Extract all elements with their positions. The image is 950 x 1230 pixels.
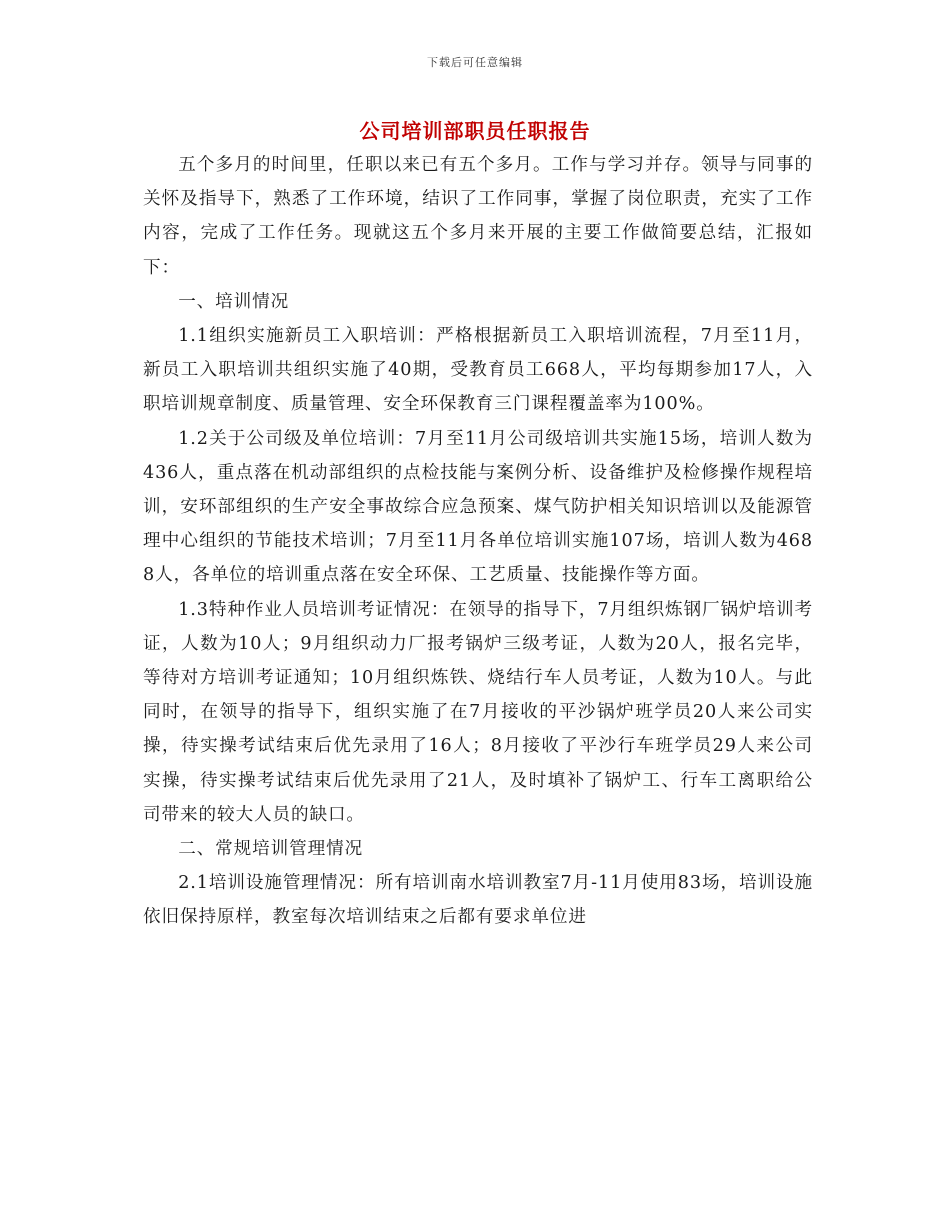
section-heading-training: 一、培训情况 (178, 291, 290, 312)
paragraph-2-1: 2.1培训设施管理情况：所有培训南水培训教室7月-11月使用83场，培训设施依旧保持原样，教室每次培训结束之后都有要求单位进 (143, 873, 813, 928)
document-title: 公司培训部职员任职报告 (359, 119, 591, 143)
document-body (143, 148, 813, 935)
section-heading-routine: 二、常规培训管理情况 (178, 839, 364, 860)
paragraph-1-1: 1.1组织实施新员工入职培训：严格根据新员工入职培训流程，7月至11月，新员工入职培训共组织实施了40期，受教育员工668人，平均每期参加17人，入职培训规章制度、质量管理、安全环保教育三门课程覆盖率为100%。 (143, 326, 813, 415)
paragraph-1-3: 1.3特种作业人员培训考证情况：在领导的指导下，7月组织炼钢厂锅炉培训考证，人数为10人；9月组织动力厂报考锅炉三级考证，人数为20人，报名完毕，等待对方培训考证通知；10月组织炼铁、烧结行车人员考证，人数为10人。与此同时，在领导的指导下，组织实施了在7月接收的平沙锅炉班学员20人来公司实操，待实操考试结束后优先录用了16人；8月接收了平沙行车班学员29人来公司实操，待实操考试结束后优先录用了21人，及时填补了锅炉工、行车工离职给公司带来的较大人员的缺口。 (143, 599, 813, 825)
paragraph-intro: 五个多月的时间里，任职以来已有五个多月。工作与学习并存。领导与同事的关怀及指导下，熟悉了工作环境，结识了工作同事，掌握了岗位职责，充实了工作内容，完成了工作任务。现就这五个多月来开展的主要工作做简要总结，汇报如下： (143, 155, 813, 278)
page-header-note: 下载后可任意编辑 (427, 56, 523, 69)
paragraph-1-2: 1.2关于公司级及单位培训：7月至11月公司级培训共实施15场，培训人数为436人，重点落在机动部组织的点检技能与案例分析、设备维护及检修操作规程培训，安环部组织的生产安全事故综合应急预案、煤气防护相关知识培训以及能源管理中心组织的节能技术培训；7月至11月各单位培训实施107场，培训人数为4688人，各单位的培训重点落在安全环保、工艺质量、技能操作等方面。 (143, 428, 813, 586)
